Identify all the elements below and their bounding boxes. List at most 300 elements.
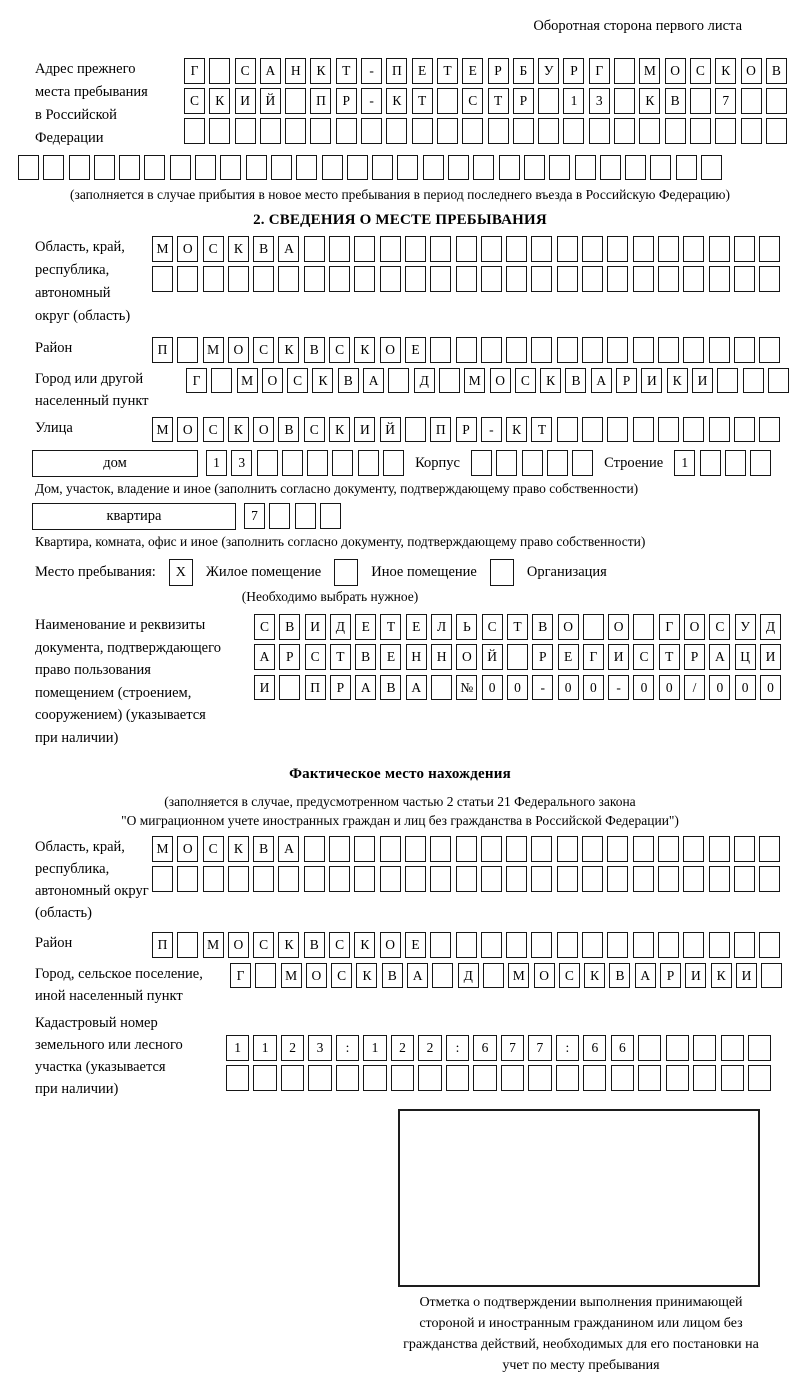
char-cell[interactable] [683,866,704,892]
apartment-type-box[interactable]: квартира [32,503,236,530]
char-cell[interactable] [456,932,477,958]
char-cell[interactable] [354,836,375,862]
char-cell[interactable] [700,450,721,476]
char-cell[interactable] [203,866,224,892]
char-cell[interactable] [522,450,543,476]
char-cell[interactable]: С [690,58,711,84]
char-cell[interactable] [557,417,578,443]
char-cell[interactable]: Р [563,58,584,84]
char-cell[interactable] [329,266,350,292]
char-cell[interactable]: Т [412,88,433,114]
char-cell[interactable]: 0 [482,675,503,701]
char-cell[interactable]: С [203,417,224,443]
char-cell[interactable] [607,337,628,363]
char-cell[interactable] [759,932,780,958]
char-cell[interactable]: 7 [244,503,265,529]
char-cell[interactable] [307,450,328,476]
char-cell[interactable]: И [235,88,256,114]
char-cell[interactable] [734,836,755,862]
char-cell[interactable] [119,155,140,181]
char-cell[interactable]: В [355,644,376,670]
char-cell[interactable]: К [506,417,527,443]
char-cell[interactable] [709,417,730,443]
char-cell[interactable]: П [386,58,407,84]
char-cell[interactable]: 0 [507,675,528,701]
char-cell[interactable] [329,866,350,892]
char-cell[interactable]: О [380,337,401,363]
char-cell[interactable] [633,866,654,892]
char-cell[interactable]: Т [330,644,351,670]
char-cell[interactable] [304,836,325,862]
char-cell[interactable] [354,266,375,292]
char-cell[interactable] [144,155,165,181]
char-cell[interactable]: И [736,963,757,989]
char-cell[interactable] [430,236,451,262]
char-cell[interactable]: 2 [281,1035,304,1061]
char-cell[interactable] [607,266,628,292]
char-cell[interactable] [295,503,316,529]
char-cell[interactable]: С [304,417,325,443]
char-cell[interactable] [380,866,401,892]
char-cell[interactable]: О [456,644,477,670]
char-cell[interactable] [531,266,552,292]
char-cell[interactable]: С [184,88,205,114]
char-cell[interactable] [600,155,621,181]
char-cell[interactable] [195,155,216,181]
char-cell[interactable]: Е [462,58,483,84]
char-cell[interactable] [329,836,350,862]
char-cell[interactable]: О [177,236,198,262]
char-cell[interactable]: О [228,932,249,958]
char-cell[interactable] [766,118,787,144]
char-cell[interactable]: 6 [611,1035,634,1061]
char-cell[interactable] [308,1065,331,1091]
char-cell[interactable] [481,236,502,262]
char-cell[interactable] [501,1065,524,1091]
char-cell[interactable] [725,450,746,476]
char-cell[interactable] [614,118,635,144]
char-cell[interactable]: Г [184,58,205,84]
char-cell[interactable]: Р [513,88,534,114]
char-cell[interactable] [658,266,679,292]
char-cell[interactable]: С [305,644,326,670]
char-cell[interactable]: У [735,614,756,640]
char-cell[interactable] [614,58,635,84]
char-cell[interactable] [430,866,451,892]
char-cell[interactable] [583,1065,606,1091]
char-cell[interactable]: П [152,932,173,958]
char-cell[interactable] [750,450,771,476]
char-cell[interactable] [255,963,276,989]
char-cell[interactable] [481,866,502,892]
char-cell[interactable] [639,118,660,144]
char-cell[interactable] [709,337,730,363]
char-cell[interactable]: 0 [583,675,604,701]
char-cell[interactable]: С [235,58,256,84]
char-cell[interactable]: П [310,88,331,114]
char-cell[interactable] [768,368,789,394]
char-cell[interactable]: К [228,236,249,262]
char-cell[interactable]: К [354,337,375,363]
char-cell[interactable] [658,337,679,363]
char-cell[interactable] [405,417,426,443]
char-cell[interactable] [547,450,568,476]
char-cell[interactable]: Ь [456,614,477,640]
char-cell[interactable] [556,1065,579,1091]
char-cell[interactable]: В [304,337,325,363]
char-cell[interactable] [418,1065,441,1091]
char-cell[interactable]: В [609,963,630,989]
char-cell[interactable]: М [203,337,224,363]
char-cell[interactable] [405,236,426,262]
char-cell[interactable]: О [558,614,579,640]
char-cell[interactable]: Н [406,644,427,670]
char-cell[interactable] [734,236,755,262]
char-cell[interactable] [538,118,559,144]
char-cell[interactable]: Р [616,368,637,394]
char-cell[interactable] [320,503,341,529]
char-cell[interactable] [506,236,527,262]
char-cell[interactable] [496,450,517,476]
char-cell[interactable] [721,1035,744,1061]
char-cell[interactable] [734,337,755,363]
char-cell[interactable] [734,866,755,892]
char-cell[interactable] [693,1035,716,1061]
char-cell[interactable] [683,266,704,292]
char-cell[interactable] [456,266,477,292]
char-cell[interactable]: К [356,963,377,989]
char-cell[interactable] [538,88,559,114]
char-cell[interactable]: И [354,417,375,443]
char-cell[interactable] [741,88,762,114]
char-cell[interactable]: Р [660,963,681,989]
char-cell[interactable]: Е [406,614,427,640]
char-cell[interactable]: С [254,614,275,640]
char-cell[interactable]: 2 [391,1035,414,1061]
other-premises-checkbox[interactable] [334,559,358,586]
char-cell[interactable]: С [329,337,350,363]
char-cell[interactable]: О [741,58,762,84]
char-cell[interactable] [633,236,654,262]
char-cell[interactable]: 1 [674,450,695,476]
char-cell[interactable] [638,1035,661,1061]
organization-checkbox[interactable] [490,559,514,586]
char-cell[interactable] [18,155,39,181]
char-cell[interactable]: С [203,836,224,862]
char-cell[interactable] [743,368,764,394]
char-cell[interactable] [709,932,730,958]
char-cell[interactable]: Й [380,417,401,443]
char-cell[interactable]: Т [507,614,528,640]
char-cell[interactable]: В [338,368,359,394]
char-cell[interactable] [209,118,230,144]
char-cell[interactable]: О [380,932,401,958]
char-cell[interactable]: С [559,963,580,989]
char-cell[interactable] [430,337,451,363]
char-cell[interactable]: О [534,963,555,989]
char-cell[interactable]: С [482,614,503,640]
char-cell[interactable] [439,368,460,394]
char-cell[interactable] [582,866,603,892]
char-cell[interactable]: А [407,963,428,989]
char-cell[interactable]: К [584,963,605,989]
char-cell[interactable] [152,266,173,292]
char-cell[interactable] [549,155,570,181]
char-cell[interactable]: С [331,963,352,989]
char-cell[interactable] [448,155,469,181]
char-cell[interactable] [322,155,343,181]
char-cell[interactable] [531,236,552,262]
char-cell[interactable]: И [641,368,662,394]
char-cell[interactable] [759,266,780,292]
char-cell[interactable]: 0 [659,675,680,701]
char-cell[interactable] [481,337,502,363]
char-cell[interactable] [715,118,736,144]
char-cell[interactable]: К [639,88,660,114]
char-cell[interactable]: - [361,58,382,84]
char-cell[interactable] [748,1035,771,1061]
char-cell[interactable] [253,266,274,292]
char-cell[interactable]: В [766,58,787,84]
char-cell[interactable]: Л [431,614,452,640]
char-cell[interactable]: Г [659,614,680,640]
char-cell[interactable] [430,266,451,292]
char-cell[interactable] [412,118,433,144]
char-cell[interactable] [721,1065,744,1091]
char-cell[interactable]: Р [684,644,705,670]
char-cell[interactable] [506,866,527,892]
char-cell[interactable] [380,236,401,262]
char-cell[interactable] [507,644,528,670]
char-cell[interactable]: Н [285,58,306,84]
char-cell[interactable] [257,450,278,476]
char-cell[interactable] [271,155,292,181]
char-cell[interactable] [506,836,527,862]
char-cell[interactable]: Д [458,963,479,989]
char-cell[interactable] [279,675,300,701]
char-cell[interactable]: А [406,675,427,701]
char-cell[interactable]: К [310,58,331,84]
char-cell[interactable] [611,1065,634,1091]
char-cell[interactable]: М [639,58,660,84]
char-cell[interactable]: 0 [735,675,756,701]
char-cell[interactable] [304,236,325,262]
char-cell[interactable]: Р [279,644,300,670]
char-cell[interactable]: Е [405,932,426,958]
char-cell[interactable]: 1 [363,1035,386,1061]
char-cell[interactable]: В [253,836,274,862]
char-cell[interactable] [658,836,679,862]
char-cell[interactable] [203,266,224,292]
char-cell[interactable] [177,337,198,363]
char-cell[interactable] [658,236,679,262]
char-cell[interactable]: 3 [589,88,610,114]
char-cell[interactable]: Т [488,88,509,114]
char-cell[interactable]: М [237,368,258,394]
char-cell[interactable] [211,368,232,394]
char-cell[interactable] [607,236,628,262]
char-cell[interactable]: 0 [709,675,730,701]
char-cell[interactable] [310,118,331,144]
char-cell[interactable]: К [278,337,299,363]
char-cell[interactable]: А [260,58,281,84]
char-cell[interactable] [583,614,604,640]
char-cell[interactable]: В [279,614,300,640]
char-cell[interactable] [481,836,502,862]
char-cell[interactable] [557,836,578,862]
char-cell[interactable] [278,266,299,292]
char-cell[interactable] [69,155,90,181]
char-cell[interactable]: 1 [253,1035,276,1061]
char-cell[interactable] [235,118,256,144]
char-cell[interactable] [483,963,504,989]
char-cell[interactable] [633,932,654,958]
char-cell[interactable] [741,118,762,144]
char-cell[interactable]: 0 [558,675,579,701]
char-cell[interactable]: У [538,58,559,84]
char-cell[interactable] [506,932,527,958]
char-cell[interactable]: Д [414,368,435,394]
char-cell[interactable]: : [336,1035,359,1061]
char-cell[interactable] [683,932,704,958]
char-cell[interactable] [253,866,274,892]
char-cell[interactable] [607,866,628,892]
char-cell[interactable] [683,337,704,363]
char-cell[interactable]: Т [380,614,401,640]
char-cell[interactable]: М [152,236,173,262]
char-cell[interactable] [759,236,780,262]
char-cell[interactable] [709,266,730,292]
char-cell[interactable]: Е [558,644,579,670]
char-cell[interactable]: М [152,836,173,862]
char-cell[interactable] [332,450,353,476]
char-cell[interactable]: 1 [226,1035,249,1061]
char-cell[interactable] [177,866,198,892]
char-cell[interactable] [734,932,755,958]
char-cell[interactable] [43,155,64,181]
char-cell[interactable]: В [304,932,325,958]
char-cell[interactable] [473,155,494,181]
char-cell[interactable]: Т [437,58,458,84]
char-cell[interactable] [650,155,671,181]
char-cell[interactable]: Д [330,614,351,640]
char-cell[interactable] [589,118,610,144]
char-cell[interactable]: Р [532,644,553,670]
char-cell[interactable] [253,1065,276,1091]
char-cell[interactable]: Е [355,614,376,640]
char-cell[interactable]: И [685,963,706,989]
char-cell[interactable]: А [591,368,612,394]
char-cell[interactable] [246,155,267,181]
char-cell[interactable] [557,337,578,363]
char-cell[interactable] [473,1065,496,1091]
char-cell[interactable]: О [684,614,705,640]
char-cell[interactable]: 6 [473,1035,496,1061]
char-cell[interactable] [304,866,325,892]
char-cell[interactable] [354,236,375,262]
char-cell[interactable] [633,337,654,363]
char-cell[interactable]: 1 [563,88,584,114]
char-cell[interactable]: О [665,58,686,84]
char-cell[interactable] [633,266,654,292]
char-cell[interactable] [557,866,578,892]
char-cell[interactable] [759,836,780,862]
char-cell[interactable] [282,450,303,476]
char-cell[interactable]: Е [380,644,401,670]
char-cell[interactable] [184,118,205,144]
char-cell[interactable] [432,963,453,989]
char-cell[interactable]: В [382,963,403,989]
char-cell[interactable] [405,866,426,892]
char-cell[interactable]: Р [456,417,477,443]
char-cell[interactable]: К [386,88,407,114]
char-cell[interactable]: И [608,644,629,670]
char-cell[interactable]: - [481,417,502,443]
char-cell[interactable]: С [253,932,274,958]
char-cell[interactable]: Е [412,58,433,84]
char-cell[interactable]: - [608,675,629,701]
char-cell[interactable] [363,1065,386,1091]
char-cell[interactable] [658,932,679,958]
char-cell[interactable] [380,836,401,862]
char-cell[interactable] [481,932,502,958]
char-cell[interactable] [388,368,409,394]
char-cell[interactable] [380,266,401,292]
char-cell[interactable] [676,155,697,181]
char-cell[interactable]: О [177,836,198,862]
char-cell[interactable]: Д [760,614,781,640]
char-cell[interactable]: М [203,932,224,958]
char-cell[interactable]: К [278,932,299,958]
char-cell[interactable] [437,118,458,144]
char-cell[interactable]: - [361,88,382,114]
char-cell[interactable] [709,236,730,262]
char-cell[interactable]: С [329,932,350,958]
char-cell[interactable] [557,932,578,958]
char-cell[interactable] [633,836,654,862]
char-cell[interactable]: Р [330,675,351,701]
char-cell[interactable] [759,337,780,363]
char-cell[interactable] [209,58,230,84]
char-cell[interactable] [513,118,534,144]
char-cell[interactable] [372,155,393,181]
char-cell[interactable]: И [692,368,713,394]
char-cell[interactable]: К [329,417,350,443]
char-cell[interactable]: М [281,963,302,989]
char-cell[interactable]: С [462,88,483,114]
char-cell[interactable] [582,932,603,958]
char-cell[interactable] [278,866,299,892]
char-cell[interactable]: В [278,417,299,443]
char-cell[interactable] [701,155,722,181]
char-cell[interactable]: П [305,675,326,701]
char-cell[interactable]: С [287,368,308,394]
char-cell[interactable]: А [635,963,656,989]
char-cell[interactable] [563,118,584,144]
char-cell[interactable]: С [203,236,224,262]
char-cell[interactable]: 1 [206,450,227,476]
char-cell[interactable]: Г [186,368,207,394]
char-cell[interactable]: С [515,368,536,394]
char-cell[interactable]: О [262,368,283,394]
char-cell[interactable] [94,155,115,181]
char-cell[interactable] [582,236,603,262]
char-cell[interactable] [607,932,628,958]
char-cell[interactable] [437,88,458,114]
char-cell[interactable]: : [556,1035,579,1061]
char-cell[interactable]: В [665,88,686,114]
char-cell[interactable]: П [152,337,173,363]
